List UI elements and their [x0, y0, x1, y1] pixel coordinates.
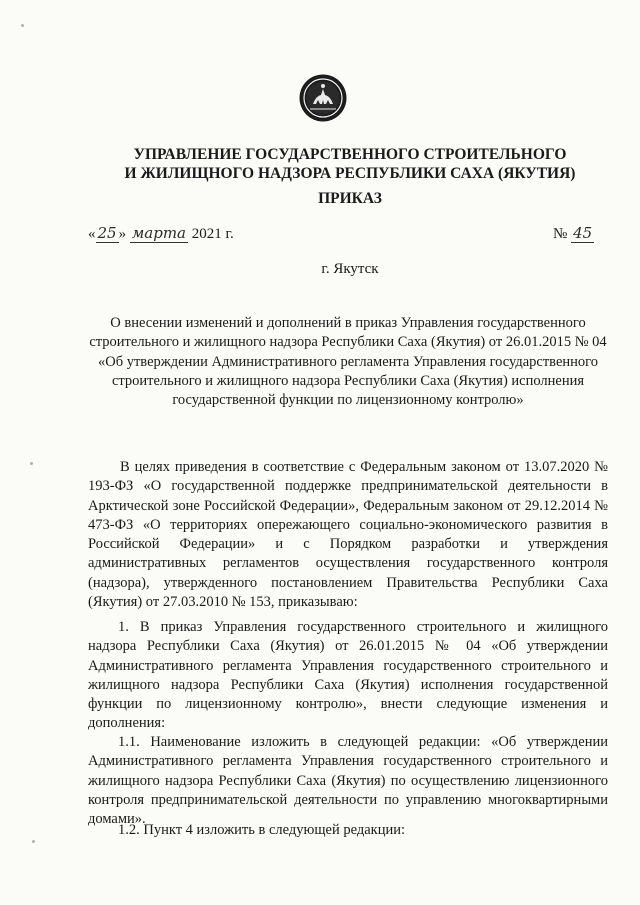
date-month: марта [131, 224, 186, 242]
document-type-title: ПРИКАЗ [318, 190, 382, 207]
order-number [553, 224, 594, 243]
number-label: № [553, 226, 568, 242]
order-subject: О внесении изменений и дополнений в приказ Управления государственного строительного и жилищного надзора Республики Саха (Якутия) от 26.01.2015 № 04 «Об утверждении Административного регламента Управления государственного строительного и жилищного надзора Республики Саха (Якутия) исполнения государственной функции по лицензионному контролю» [89, 315, 607, 409]
item-1-paragraph: 1. В приказ Управления государственного строительного и жилищного надзора Республики Саха (Якутия) от 26.01.2015 № 04 «Об утверждении Административного регламента Управления государственного строительного и жилищного надзора Республики Саха (Якутия) исполнения государственной функции по лицензионному контролю», внести следующие изменения и дополнения: [88, 619, 608, 732]
date-day: 25 [97, 224, 117, 242]
scan-speck [32, 840, 35, 843]
scan-speck [30, 462, 33, 465]
item-1-1-paragraph: 1.1. Наименование изложить в следующей редакции: «Об утверждении Административного регламента Управления государственного строительного и жилищного надзора Республики Саха (Якутия) по осуществлению лицензионного контроля предпринимательской деятельности по управлению многоквартирными домами». [88, 734, 608, 828]
agency-name-line1: УПРАВЛЕНИЕ ГОСУДАРСТВЕННОГО СТРОИТЕЛЬНОГО [133, 146, 567, 163]
yakutia-coat-of-arms-icon [298, 73, 348, 123]
date-close-quote: » [118, 226, 127, 242]
city: г. Якутск [321, 261, 379, 277]
preamble-paragraph: В целях приведения в соответствие с Федеральным законом от 13.07.2020 № 193-ФЗ «О государственной поддержке предпринимательской деятельности в Арктической зоне Российской Федерации», Федеральным законом от 29.12.2014 № 473-ФЗ «О территориях опережающего социально-экономического развития в Российской Федерации» и с Порядком разработки и утверждения административных регламентов осуществления государственного контроля (надзора), утвержденного постановлением Правительства Республики Саха (Якутия) от 27.03.2010 № 153, приказываю: [88, 459, 608, 611]
number-value: 45 [573, 224, 593, 242]
scan-speck [21, 24, 24, 27]
agency-name-line2: И ЖИЛИЩНОГО НАДЗОРА РЕСПУБЛИКИ САХА (ЯКУТИЯ) [124, 165, 576, 182]
date-open-quote: « [88, 226, 96, 242]
date-year: 2021 г. [191, 226, 234, 242]
item-1-2-paragraph: 1.2. Пункт 4 изложить в следующей редакции: [118, 822, 406, 838]
order-date [88, 224, 234, 243]
